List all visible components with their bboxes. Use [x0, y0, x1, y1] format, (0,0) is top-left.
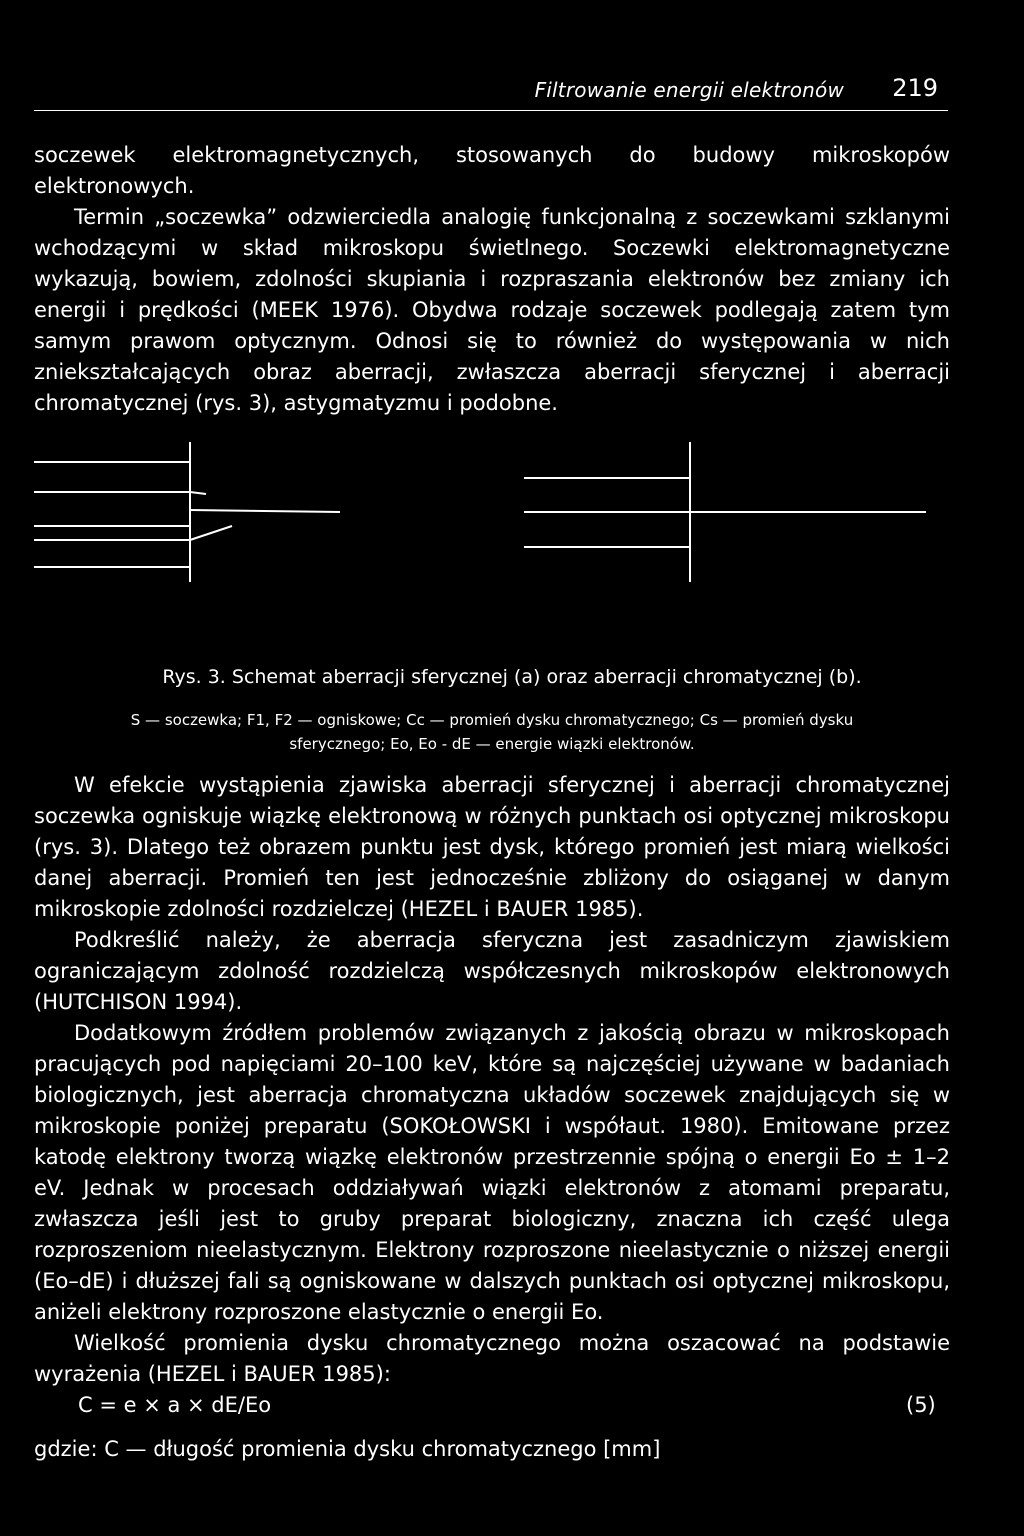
paragraph-estimate: Wielkość promienia dysku chromatycznego można oszacować na podstawie wyrażenia (HEZEL i BAUER 1985):	[34, 1331, 950, 1386]
ray-a-4-converge	[190, 526, 232, 540]
aberration-figure	[0, 430, 1024, 630]
paragraph-emphasis: Podkreślić należy, że aberracja sferyczna jest zasadniczym zjawiskiem ograniczającym zdolność rozdzielczą współczesnych mikroskopów elektronowych (HUTCHISON 1994).	[34, 928, 950, 1014]
axis-a	[190, 510, 340, 512]
formula-number: (5)	[906, 1393, 936, 1417]
running-title: Filtrowanie energii elektronów	[534, 78, 844, 102]
figure-caption: Rys. 3. Schemat aberracji sferycznej (a) oraz aberracji chromatycznej (b).	[162, 666, 862, 688]
paragraph-lens-term: Termin „soczewka” odzwierciedla analogię funkcjonalną z soczewkami szklanymi wchodzącymi w skład mikroskopu świetlnego. Soczewki elektromagnetyczne wykazują, bowiem, zdolności skupiania i rozpraszania elektronów bez zmiany ich energii i prędkości (MEEK 1976). Obydwa rodzaje soczewek podlegają zatem tym samym prawom optycznym. Odnosi się to również do występowania w nich zniekształcających obraz aberracji, zwłaszcza aberracji sferycznej i aberracji chromatycznej (rys. 3), astygmatyzmu i podobne.	[34, 205, 950, 415]
ray-a-2-converge	[190, 492, 206, 494]
page-number: 219	[892, 74, 938, 102]
paragraph-additional: Dodatkowym źródłem problemów związanych z jakością obrazu w mikroskopach pracujących pod napięciami 20–100 keV, które są najczęściej używane w badaniach biologicznych, jest aberracja chromatyczna układów soczewek znajdujących się w mikroskopie poniżej preparatu (SOKOŁOWSKI i współaut. 1980). Emitowane przez katodę elektrony tworzą wiązkę elektronów przestrzennie spójną o energii Eo ± 1–2 eV. Jednak w procesach oddziaływań wiązki elektronów z atomami preparatu, zwłaszcza jeśli jest to gruby preparat biologiczny, znaczna ich część ulega rozproszeniom nieelastycznym. Elektrony rozproszone nieelastycznie o niższej energii (Eo–dE) i dłuższej fali są ogniskowane w dalszych punktach osi optycznej mikroskopu, aniżeli elektrony rozproszone elastycznie o energii Eo.	[34, 1021, 950, 1324]
figure-legend-line-2: sferycznego; Eo, Eo - dE — energie wiązki elektronów.	[289, 735, 695, 753]
formula-expression: C = e × a × dE/Eo	[78, 1393, 272, 1417]
paragraph-continuation: soczewek elektromagnetycznych, stosowanych do budowy mikroskopów elektronowych.	[34, 143, 950, 198]
text-block-bottom	[34, 770, 950, 1390]
paragraph-effect: W efekcie wystąpienia zjawiska aberracji sferycznej i aberracji chromatycznej soczewka ogniskuje wiązkę elektronową w różnych punktach osi optycznej mikroskopu (rys. 3). Dlatego też obrazem punktu jest dysk, którego promień jest miarą wielkości danej aberracji. Promień ten jest jednocześnie zbliżony do osiąganej w danym mikroskopie zdolności rozdzielczej (HEZEL i BAUER 1985).	[34, 773, 950, 921]
formula-where: gdzie: C — długość promienia dysku chromatycznego [mm]	[34, 1437, 661, 1461]
page-header	[34, 72, 948, 111]
text-block-top	[34, 140, 950, 419]
figure-legend-line-1: S — soczewka; F1, F2 — ogniskowe; Cc — promień dysku chromatycznego; Cs — promień dysku	[130, 711, 854, 729]
figure-legend	[34, 708, 950, 756]
aberration-diagram	[0, 430, 1024, 630]
